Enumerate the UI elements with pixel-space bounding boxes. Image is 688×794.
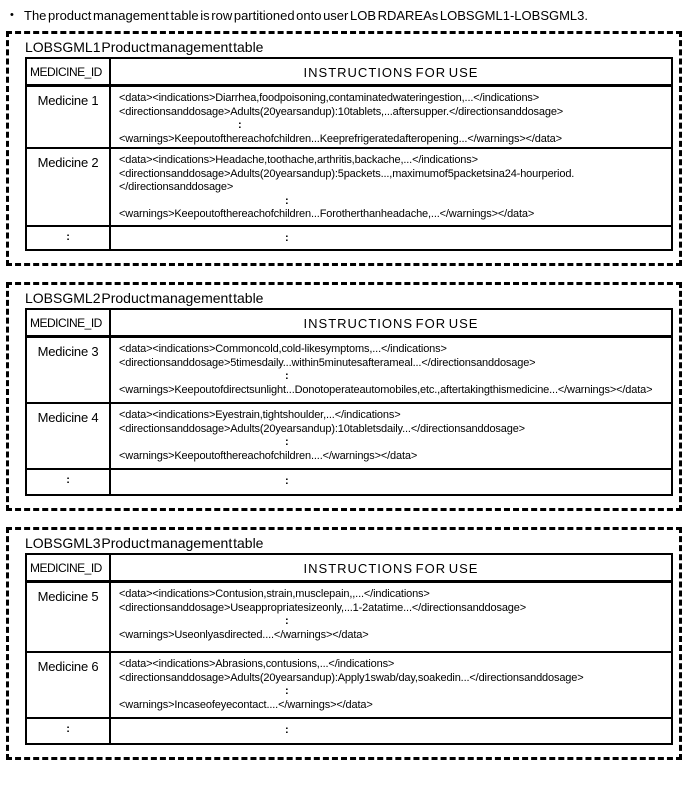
xml-line: <warnings>Keepoutofthereachofchildren...Keeprefrigeratedafteropening...</warnings></data> [119, 132, 562, 145]
table-row-ellipsis [27, 225, 671, 249]
instructions-cell [111, 404, 671, 468]
instructions-cell [111, 338, 671, 402]
column-header-medicine-id: MEDICINE_ID [27, 555, 111, 580]
medicine-id-cell: Medicine 5 [27, 583, 111, 651]
ellipsis-marker: : [285, 436, 289, 449]
table-row-ellipsis [27, 717, 671, 743]
table-row-medicine-2 [27, 147, 671, 225]
table-row-medicine-6 [27, 651, 671, 717]
ellipsis-marker: : [238, 119, 242, 132]
ellipsis-marker: : [27, 719, 111, 743]
column-header-instructions: INSTRUCTIONS FOR USE [303, 316, 479, 331]
instructions-cell [111, 149, 671, 225]
xml-line: <data><indications>Contusion,strain,musclepain,,...</indications> [119, 588, 430, 600]
rdarea-box-lobsgml3 [6, 527, 682, 760]
table-row-medicine-3 [27, 336, 671, 402]
xml-line: <directionsanddosage>Adults(20yearsandup):5packets...,maximumof5packetsina24-hourperiod. [119, 167, 575, 180]
xml-line: <directionsanddosage>Adults(20yearsandup):Apply1swab/day,soakedin...</directionsanddosage> [119, 671, 584, 684]
xml-line: <data><indications>Eyestrain,tightshoulder,...</indications> [119, 409, 401, 421]
xml-line: <directionsanddosage>Adults(20yearsandup):10tabletsdaily...</directionsanddosage> [119, 422, 525, 435]
instructions-cell [111, 227, 671, 249]
table-row-medicine-4 [27, 402, 671, 468]
medicine-id-cell: Medicine 2 [27, 149, 111, 225]
xml-line: <directionsanddosage>Useappropriatesizeonly,...1-2atatime...</directionsanddosage> [119, 601, 526, 614]
ellipsis-marker: : [285, 724, 289, 736]
rdarea-box-lobsgml2 [6, 282, 682, 511]
ellipsis-marker: : [285, 615, 289, 628]
ellipsis-marker: : [285, 475, 289, 487]
xml-line: <directionsanddosage>Adults(20yearsandup):10tablets,...aftersupper.</directionsanddosage> [119, 105, 564, 118]
table-title-lobsgml3: LOBSGML3 Product management table [25, 535, 264, 551]
instructions-cell [111, 719, 671, 743]
table-header-row [27, 59, 671, 85]
xml-line: <data><indications>Headache,toothache,arthritis,backache,...</indications> [119, 154, 478, 166]
bullet-icon: • [10, 9, 14, 21]
instructions-cell [111, 653, 671, 717]
column-header-instructions: INSTRUCTIONS FOR USE [303, 65, 479, 80]
xml-line: <data><indications>Diarrhea,foodpoisoning,contaminatedwateringestion,...</indications> [119, 92, 540, 104]
ellipsis-marker: : [285, 232, 289, 244]
table-header-row [27, 310, 671, 336]
rdarea-box-lobsgml1 [6, 31, 682, 266]
xml-line: <warnings>Useonlyasdirected....</warnings></data> [119, 628, 369, 641]
column-header-instructions: INSTRUCTIONS FOR USE [303, 561, 479, 576]
instructions-cell [111, 87, 671, 147]
product-table-lobsgml2 [25, 308, 673, 496]
ellipsis-marker: : [285, 370, 289, 383]
table-title-lobsgml1: LOBSGML1 Product management table [25, 39, 264, 55]
xml-line: <data><indications>Commoncold,cold-likesymptoms,...</indications> [119, 343, 447, 355]
xml-line-overflow: <warnings>Keepoutofdirectsunlight...Donotoperateautomobiles,etc.,aftertakingthismedicine...</warnings></data> [119, 383, 653, 396]
product-table-lobsgml1 [25, 57, 673, 251]
medicine-id-cell: Medicine 4 [27, 404, 111, 468]
table-header-row [27, 555, 671, 581]
ellipsis-marker: : [27, 227, 111, 249]
product-table-lobsgml3 [25, 553, 673, 745]
xml-line: <directionsanddosage>5timesdaily...within5minutesafterameal...</directionsanddosage> [119, 356, 536, 369]
table-row-medicine-1 [27, 85, 671, 147]
table-row-ellipsis [27, 468, 671, 494]
partition-note [0, 0, 688, 23]
xml-line: <warnings>Keepoutofthereachofchildren....</warnings></data> [119, 449, 418, 462]
xml-line: <warnings>Keepoutofthereachofchildren...Forotherthanheadache,...</warnings></data> [119, 208, 535, 221]
medicine-id-cell: Medicine 3 [27, 338, 111, 402]
medicine-id-cell: Medicine 1 [27, 87, 111, 147]
column-header-medicine-id: MEDICINE_ID [27, 59, 111, 84]
instructions-cell [111, 470, 671, 494]
ellipsis-marker: : [27, 470, 111, 494]
ellipsis-marker: : [285, 685, 289, 698]
xml-line: </directionsanddosage> [119, 181, 234, 194]
column-header-medicine-id: MEDICINE_ID [27, 310, 111, 335]
xml-line: <data><indications>Abrasions,contusions,...</indications> [119, 658, 395, 670]
medicine-id-cell: Medicine 6 [27, 653, 111, 717]
instructions-cell [111, 583, 671, 651]
table-title-lobsgml2: LOBSGML2 Product management table [25, 290, 264, 306]
partition-note-text: The product management table is row partitioned onto user LOB RDAREAs LOBSGML1-LOBSGML3. [24, 8, 588, 23]
xml-line: <warnings>Incaseofeyecontact....</warnings></data> [119, 698, 373, 711]
table-row-medicine-5 [27, 581, 671, 651]
ellipsis-marker: : [285, 194, 289, 207]
